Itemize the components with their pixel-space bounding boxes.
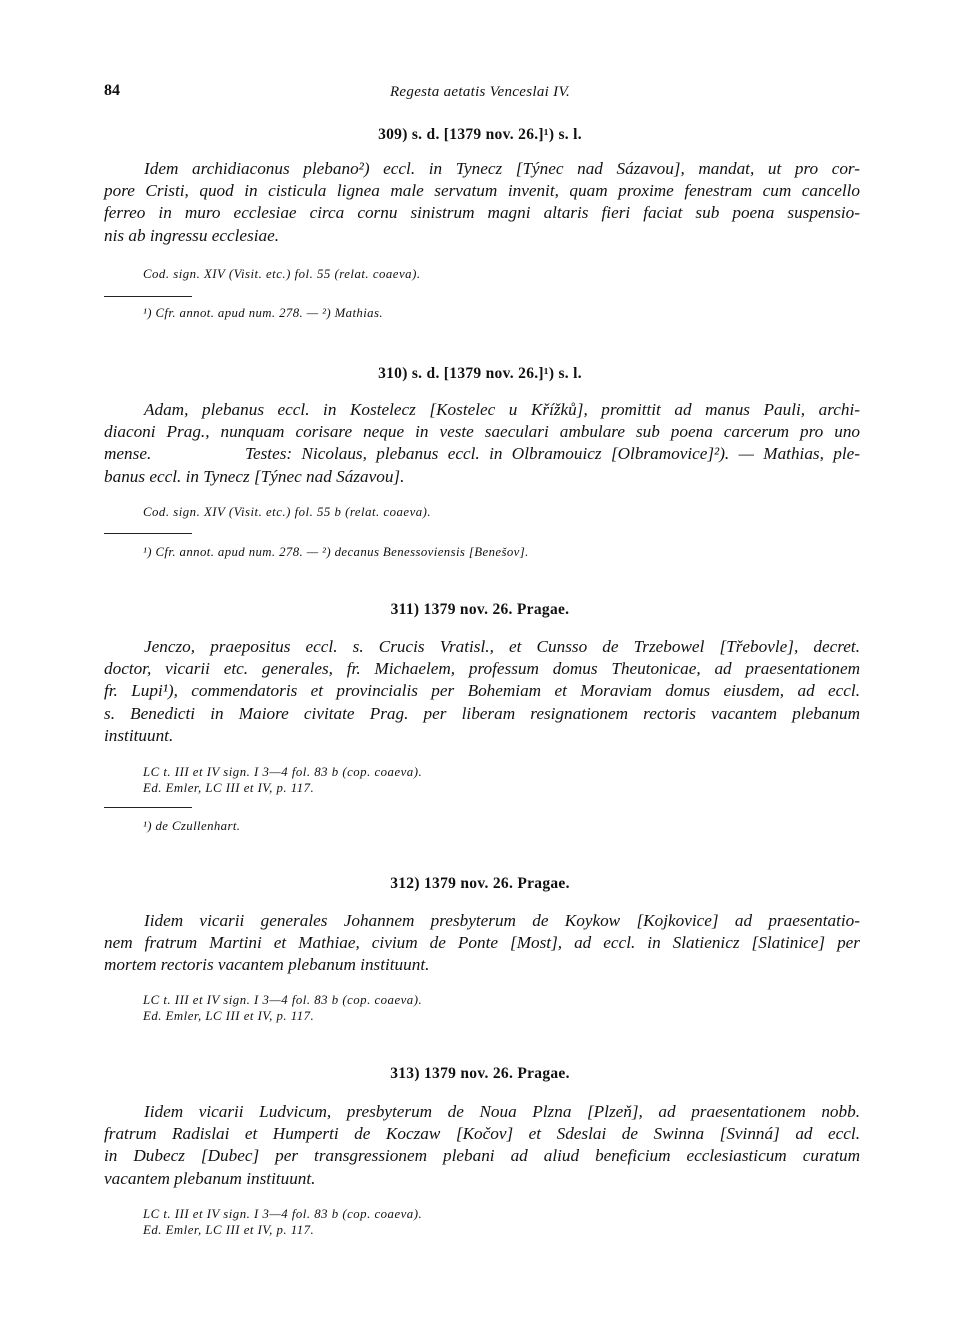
text-line: Iidem vicarii generales Johannem presbyterum de Koykow [Kojkovice] ad praesentatio- [144,911,860,930]
text-line: nis ab ingressu ecclesiae. [104,225,280,245]
text-line: Iidem vicarii Ludvicum, presbyterum de Noua Plzna [Plzeň], ad praesentationem nobb. [144,1102,860,1121]
entry-text-309 [104,158,860,247]
source-309 [143,266,421,282]
text-line: diaconi Prag., nunquam corisare neque in veste saeculari ambulare sub poena carcerum pro uno [104,422,860,442]
text-line: Adam, plebanus eccl. in Kostelecz [Kostelec u Křížků], promittit ad manus Pauli, archi- [144,400,860,419]
source-line: Ed. Emler, LC III et IV, p. 117. [143,1223,315,1237]
entry-text-310 [104,399,860,488]
source-line: LC t. III et IV sign. I 3—4 fol. 83 b (cop. coaeva). [143,1207,423,1221]
text-line: vacantem plebanum instituunt. [104,1168,316,1188]
text-line: fratrum Radislai et Humperti de Koczaw [Kočov] et Sdeslai de Swinna [Svinná] ad eccl. [104,1124,860,1144]
source-313 [143,1206,422,1238]
entry-header-313: 313) 1379 nov. 26. Pragae. [390,1065,570,1082]
text-line: instituunt. [104,725,174,745]
page-number: 84 [104,82,120,99]
entry-header-309: 309) s. d. [1379 nov. 26.]¹) s. l. [378,126,582,143]
source-line: Cod. sign. XIV (Visit. etc.) fol. 55 b (relat. coaeva). [143,505,432,519]
text-line: mortem rectoris vacantem plebanum instituunt. [104,955,430,975]
text-line: Idem archidiaconus plebano²) eccl. in Tynecz [Týnec nad Sázavou], mandat, ut pro cor- [144,159,860,178]
entry-text-313 [104,1101,860,1190]
text-line: nem fratrum Martini et Mathiae, civium de Ponte [Most], ad eccl. in Slatienicz [Slatinice] per [104,933,860,953]
source-line: LC t. III et IV sign. I 3—4 fol. 83 b (cop. coaeva). [143,765,423,779]
text-line: pore Cristi, quod in cisticula lignea male servatum invenit, quam proxime fenestram cum cancello [104,181,860,201]
text-line: ferreo in muro ecclesiae circa cornu sinistrum magni altaris fieri faciat sub poena suspensio- [104,203,860,223]
text-line: fr. Lupi¹), commendatoris et provincialis per Bohemiam et Moraviam domus eiusdem, ad eccl. [104,681,860,701]
text-line: mense. Testes: Nicolaus, plebanus eccl. in Olbramouicz [Olbramovice]²). — Mathias, ple- [104,444,860,464]
source-line: LC t. III et IV sign. I 3—4 fol. 83 b (cop. coaeva). [143,993,423,1007]
source-line: Ed. Emler, LC III et IV, p. 117. [143,1009,315,1023]
text-line: Jenczo, praepositus eccl. s. Crucis Vratisl., et Cunsso de Trzebowel [Třebovle], decret. [144,637,860,656]
entry-text-312 [104,910,860,977]
footnote-rule [104,296,192,297]
source-310 [143,504,431,520]
text-line: s. Benedicti in Maiore civitate Prag. per liberam resignationem rectoris vacantem plebanum [104,703,860,723]
footnote-310: ¹) Cfr. annot. apud num. 278. — ²) decanus Benessoviensis [Benešov]. [143,545,529,559]
entry-header-312: 312) 1379 nov. 26. Pragae. [390,875,570,892]
running-title: Regesta aetatis Venceslai IV. [389,84,571,100]
text-line: in Dubecz [Dubec] per transgressionem plebani ad aliud beneficium ecclesiasticum curatum [104,1146,860,1166]
footnote-rule [104,807,192,808]
entry-text-311 [104,636,860,747]
source-311 [143,764,422,796]
text-line: doctor, vicarii etc. generales, fr. Michaelem, professum domus Theutonicae, ad praesentationem [104,659,860,679]
footnote-309: ¹) Cfr. annot. apud num. 278. — ²) Mathias. [143,306,383,320]
source-line: Ed. Emler, LC III et IV, p. 117. [143,781,315,795]
text-line: banus eccl. in Tynecz [Týnec nad Sázavou]. [104,466,405,486]
source-line: Cod. sign. XIV (Visit. etc.) fol. 55 (relat. coaeva). [143,267,421,281]
entry-header-311: 311) 1379 nov. 26. Pragae. [390,601,570,618]
footnote-rule [104,533,192,534]
footnote-311: ¹) de Czullenhart. [143,819,241,833]
source-312 [143,992,422,1024]
entry-header-310: 310) s. d. [1379 nov. 26.]¹) s. l. [378,365,582,382]
